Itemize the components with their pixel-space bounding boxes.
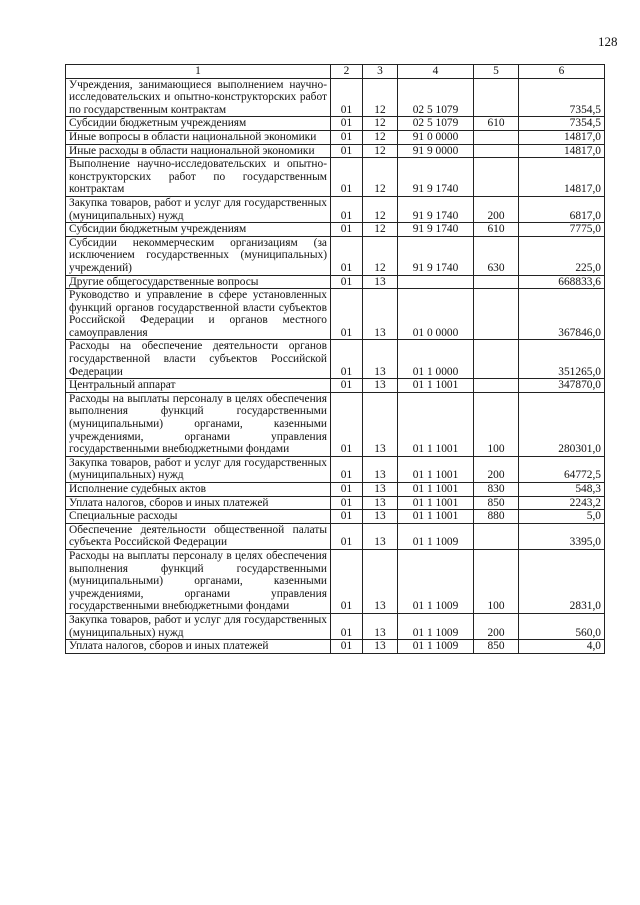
row-description: Субсидии некоммерческим организациям (за исключением государственных (муниципальных) учреждений) — [66, 236, 331, 275]
table-row — [66, 510, 605, 524]
row-section: 01 — [331, 510, 363, 524]
header-cell: 2 — [331, 65, 363, 79]
row-amount: 7775,0 — [519, 223, 605, 237]
row-description: Специальные расходы — [66, 510, 331, 524]
row-expense-type: 200 — [474, 456, 519, 482]
row-description: Расходы на выплаты персоналу в целях обеспечения выполнения функций государственными (муниципальными) органами, казенными учреждениями, органами управления государственными внебюджетными фондами — [66, 392, 331, 456]
row-amount: 6817,0 — [519, 196, 605, 222]
table-row — [66, 340, 605, 379]
row-amount: 7354,5 — [519, 78, 605, 117]
row-section: 01 — [331, 275, 363, 289]
row-target-article: 02 5 1079 — [398, 117, 474, 131]
header-cell: 3 — [363, 65, 398, 79]
row-subsection: 13 — [363, 275, 398, 289]
table-row — [66, 223, 605, 237]
row-description: Исполнение судебных актов — [66, 483, 331, 497]
row-description: Другие общегосударственные вопросы — [66, 275, 331, 289]
row-amount: 14817,0 — [519, 158, 605, 197]
row-subsection: 13 — [363, 523, 398, 549]
row-description: Закупка товаров, работ и услуг для государственных (муниципальных) нужд — [66, 613, 331, 639]
row-subsection: 13 — [363, 483, 398, 497]
row-target-article: 01 1 1009 — [398, 523, 474, 549]
table-row — [66, 275, 605, 289]
row-amount: 14817,0 — [519, 144, 605, 158]
header-cell: 5 — [474, 65, 519, 79]
row-subsection: 12 — [363, 223, 398, 237]
row-amount: 4,0 — [519, 640, 605, 654]
row-amount: 14817,0 — [519, 130, 605, 144]
table-row — [66, 196, 605, 222]
row-subsection: 13 — [363, 496, 398, 510]
row-target-article: 01 0 0000 — [398, 289, 474, 340]
row-description: Субсидии бюджетным учреждениям — [66, 223, 331, 237]
row-target-article: 91 9 0000 — [398, 144, 474, 158]
row-subsection: 13 — [363, 510, 398, 524]
row-subsection: 13 — [363, 640, 398, 654]
row-description: Иные вопросы в области национальной экономики — [66, 130, 331, 144]
row-target-article: 91 9 1740 — [398, 158, 474, 197]
row-section: 01 — [331, 549, 363, 613]
row-amount: 347870,0 — [519, 379, 605, 393]
table-row — [66, 456, 605, 482]
table-row — [66, 236, 605, 275]
row-target-article: 02 5 1079 — [398, 78, 474, 117]
row-subsection: 13 — [363, 289, 398, 340]
row-expense-type: 100 — [474, 549, 519, 613]
row-subsection: 13 — [363, 379, 398, 393]
row-description: Уплата налогов, сборов и иных платежей — [66, 496, 331, 510]
row-expense-type — [474, 523, 519, 549]
table-row — [66, 158, 605, 197]
table-header-row — [66, 65, 605, 79]
row-section: 01 — [331, 117, 363, 131]
row-amount: 7354,5 — [519, 117, 605, 131]
table-row — [66, 289, 605, 340]
row-expense-type — [474, 275, 519, 289]
row-target-article: 01 1 1001 — [398, 392, 474, 456]
row-section: 01 — [331, 236, 363, 275]
row-subsection: 12 — [363, 236, 398, 275]
table-row — [66, 130, 605, 144]
row-target-article: 01 1 1001 — [398, 496, 474, 510]
row-section: 01 — [331, 130, 363, 144]
row-expense-type: 630 — [474, 236, 519, 275]
budget-table — [65, 64, 605, 654]
row-section: 01 — [331, 613, 363, 639]
row-expense-type — [474, 144, 519, 158]
row-amount: 548,3 — [519, 483, 605, 497]
row-section: 01 — [331, 456, 363, 482]
row-section: 01 — [331, 496, 363, 510]
row-subsection: 13 — [363, 456, 398, 482]
row-expense-type: 610 — [474, 117, 519, 131]
row-section: 01 — [331, 340, 363, 379]
row-amount: 5,0 — [519, 510, 605, 524]
row-expense-type: 200 — [474, 196, 519, 222]
row-expense-type — [474, 379, 519, 393]
row-description: Уплата налогов, сборов и иных платежей — [66, 640, 331, 654]
row-subsection: 12 — [363, 78, 398, 117]
table-row — [66, 78, 605, 117]
table-row — [66, 144, 605, 158]
table-row — [66, 483, 605, 497]
table-row — [66, 640, 605, 654]
row-target-article — [398, 275, 474, 289]
table-row — [66, 523, 605, 549]
row-expense-type: 850 — [474, 496, 519, 510]
row-expense-type — [474, 158, 519, 197]
row-subsection: 13 — [363, 392, 398, 456]
row-section: 01 — [331, 144, 363, 158]
row-amount: 560,0 — [519, 613, 605, 639]
row-target-article: 91 9 1740 — [398, 236, 474, 275]
table-row — [66, 117, 605, 131]
row-description: Обеспечение деятельности общественной палаты субъекта Российской Федерации — [66, 523, 331, 549]
row-description: Иные расходы в области национальной экономики — [66, 144, 331, 158]
row-target-article: 01 1 1001 — [398, 483, 474, 497]
row-expense-type: 830 — [474, 483, 519, 497]
row-subsection: 12 — [363, 130, 398, 144]
row-amount: 668833,6 — [519, 275, 605, 289]
header-cell: 1 — [66, 65, 331, 79]
row-section: 01 — [331, 196, 363, 222]
row-target-article: 01 1 0000 — [398, 340, 474, 379]
page-number: 128 — [598, 34, 618, 49]
row-subsection: 13 — [363, 340, 398, 379]
row-description: Выполнение научно-исследовательских и опытно-конструкторских работ по государственным контрактам — [66, 158, 331, 197]
row-description: Расходы на выплаты персоналу в целях обеспечения выполнения функций государственными (муниципальными) органами, казенными учреждениями, органами управления государственными внебюджетными фондами — [66, 549, 331, 613]
row-description: Руководство и управление в сфере установленных функций органов государственной власти субъектов Российской Федерации и органов местного самоуправления — [66, 289, 331, 340]
table-row — [66, 392, 605, 456]
row-target-article: 91 9 1740 — [398, 196, 474, 222]
row-target-article: 01 1 1001 — [398, 456, 474, 482]
row-amount: 2243,2 — [519, 496, 605, 510]
row-subsection: 12 — [363, 117, 398, 131]
row-section: 01 — [331, 640, 363, 654]
row-description: Учреждения, занимающиеся выполнением научно-исследовательских и опытно-конструкторских работ по государственным контрактам — [66, 78, 331, 117]
row-description: Закупка товаров, работ и услуг для государственных (муниципальных) нужд — [66, 456, 331, 482]
row-expense-type — [474, 130, 519, 144]
row-expense-type: 610 — [474, 223, 519, 237]
header-cell: 6 — [519, 65, 605, 79]
table-row — [66, 613, 605, 639]
table-row — [66, 549, 605, 613]
row-expense-type — [474, 340, 519, 379]
row-target-article: 01 1 1009 — [398, 613, 474, 639]
row-amount: 2831,0 — [519, 549, 605, 613]
row-subsection: 12 — [363, 196, 398, 222]
row-amount: 225,0 — [519, 236, 605, 275]
row-expense-type — [474, 78, 519, 117]
row-subsection: 12 — [363, 144, 398, 158]
row-amount: 367846,0 — [519, 289, 605, 340]
row-subsection: 13 — [363, 549, 398, 613]
row-target-article: 91 9 1740 — [398, 223, 474, 237]
row-expense-type: 850 — [474, 640, 519, 654]
row-description: Центральный аппарат — [66, 379, 331, 393]
row-section: 01 — [331, 483, 363, 497]
row-description: Расходы на обеспечение деятельности органов государственной власти субъектов Российской Федерации — [66, 340, 331, 379]
row-target-article: 01 1 1009 — [398, 549, 474, 613]
table-row — [66, 379, 605, 393]
row-target-article: 01 1 1001 — [398, 379, 474, 393]
row-expense-type: 880 — [474, 510, 519, 524]
row-subsection: 13 — [363, 613, 398, 639]
row-description: Закупка товаров, работ и услуг для государственных (муниципальных) нужд — [66, 196, 331, 222]
row-section: 01 — [331, 523, 363, 549]
budget-table-body — [66, 65, 605, 654]
row-subsection: 12 — [363, 158, 398, 197]
row-section: 01 — [331, 223, 363, 237]
row-amount: 280301,0 — [519, 392, 605, 456]
row-amount: 64772,5 — [519, 456, 605, 482]
row-section: 01 — [331, 78, 363, 117]
row-section: 01 — [331, 289, 363, 340]
row-expense-type: 100 — [474, 392, 519, 456]
row-target-article: 01 1 1009 — [398, 640, 474, 654]
row-section: 01 — [331, 392, 363, 456]
row-amount: 351265,0 — [519, 340, 605, 379]
row-description: Субсидии бюджетным учреждениям — [66, 117, 331, 131]
row-expense-type: 200 — [474, 613, 519, 639]
row-section: 01 — [331, 379, 363, 393]
row-amount: 3395,0 — [519, 523, 605, 549]
table-row — [66, 496, 605, 510]
row-section: 01 — [331, 158, 363, 197]
header-cell: 4 — [398, 65, 474, 79]
row-expense-type — [474, 289, 519, 340]
row-target-article: 01 1 1001 — [398, 510, 474, 524]
row-target-article: 91 0 0000 — [398, 130, 474, 144]
